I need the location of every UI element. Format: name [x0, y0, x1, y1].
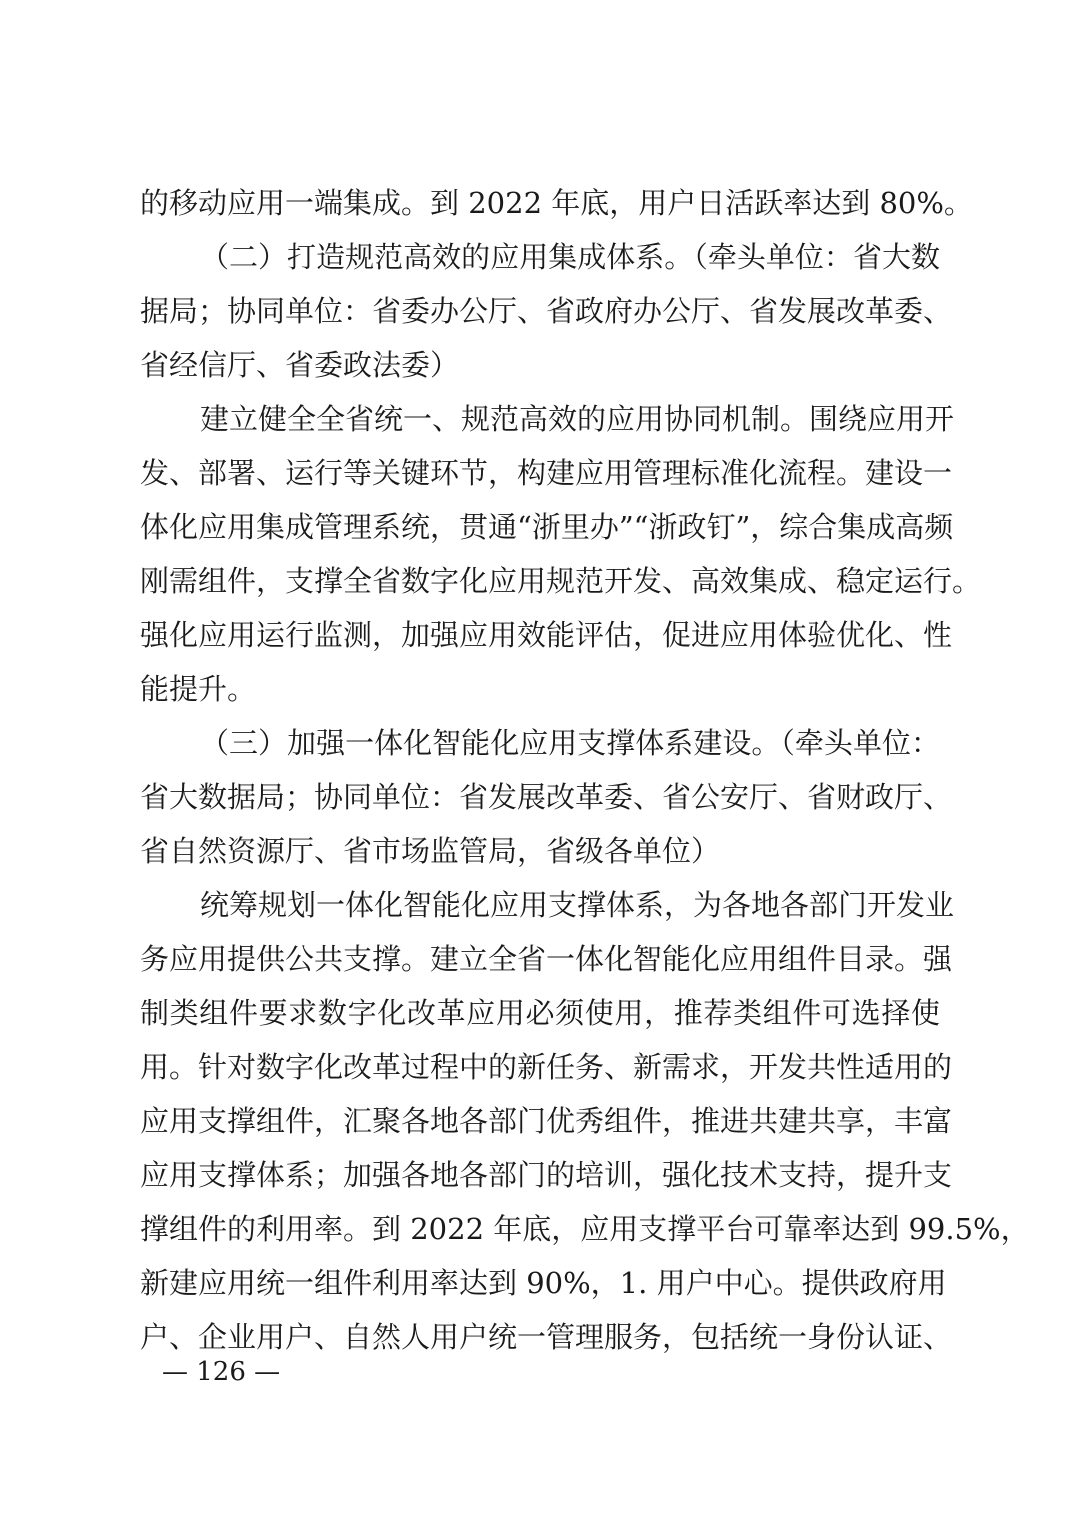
section-heading-line: 据局；协同单位：省委办公厅、省政府办公厅、省发展改革委、	[140, 294, 953, 328]
text-line: 建立健全全省统一、规范高效的应用协同机制。围绕应用开	[200, 402, 955, 436]
section-heading-line: 省自然资源厅、省市场监管局，省级各单位）	[140, 834, 721, 868]
text-line: 新建应用统一组件利用率达到 90%，1. 用户中心。提供政府用	[140, 1266, 947, 1300]
text-line: 统筹规划一体化智能化应用支撑体系，为各地各部门开发业	[200, 888, 955, 922]
text-line: 户、企业用户、自然人用户统一管理服务，包括统一身份认证、	[140, 1320, 953, 1354]
section-heading-line: （二）打造规范高效的应用集成体系。（牵头单位：省大数	[200, 240, 940, 274]
text-line: 刚需组件，支撑全省数字化应用规范开发、高效集成、稳定运行。	[140, 564, 982, 598]
page-number: — 126 —	[162, 1357, 281, 1387]
text-line: 发、部署、运行等关键环节，构建应用管理标准化流程。建设一	[140, 456, 953, 490]
text-line: 强化应用运行监测，加强应用效能评估，促进应用体验优化、性	[140, 618, 953, 652]
text-line: 能提升。	[140, 672, 257, 706]
text-line: 的移动应用一端集成。到 2022 年底，用户日活跃率达到 80%。	[140, 186, 973, 220]
text-line: 用。针对数字化改革过程中的新任务、新需求，开发共性适用的	[140, 1050, 953, 1084]
section-heading-line: （三）加强一体化智能化应用支撑体系建设。（牵头单位：	[200, 726, 940, 760]
section-heading-line: 省经信厅、省委政法委）	[140, 348, 460, 382]
text-line: 制类组件要求数字化改革应用必须使用，推荐类组件可选择使	[140, 996, 940, 1030]
text-line: 务应用提供公共支撑。建立全省一体化智能化应用组件目录。强	[140, 942, 953, 976]
text-line: 应用支撑组件，汇聚各地各部门优秀组件，推进共建共享，丰富	[140, 1104, 953, 1138]
text-line: 应用支撑体系；加强各地各部门的培训，强化技术支持，提升支	[140, 1158, 953, 1192]
text-line: 撑组件的利用率。到 2022 年底，应用支撑平台可靠率达到 99.5%，	[140, 1212, 1030, 1246]
section-heading-line: 省大数据局；协同单位：省发展改革委、省公安厅、省财政厅、	[140, 780, 953, 814]
text-line: 体化应用集成管理系统，贯通“浙里办”“浙政钉”，综合集成高频	[140, 510, 954, 544]
